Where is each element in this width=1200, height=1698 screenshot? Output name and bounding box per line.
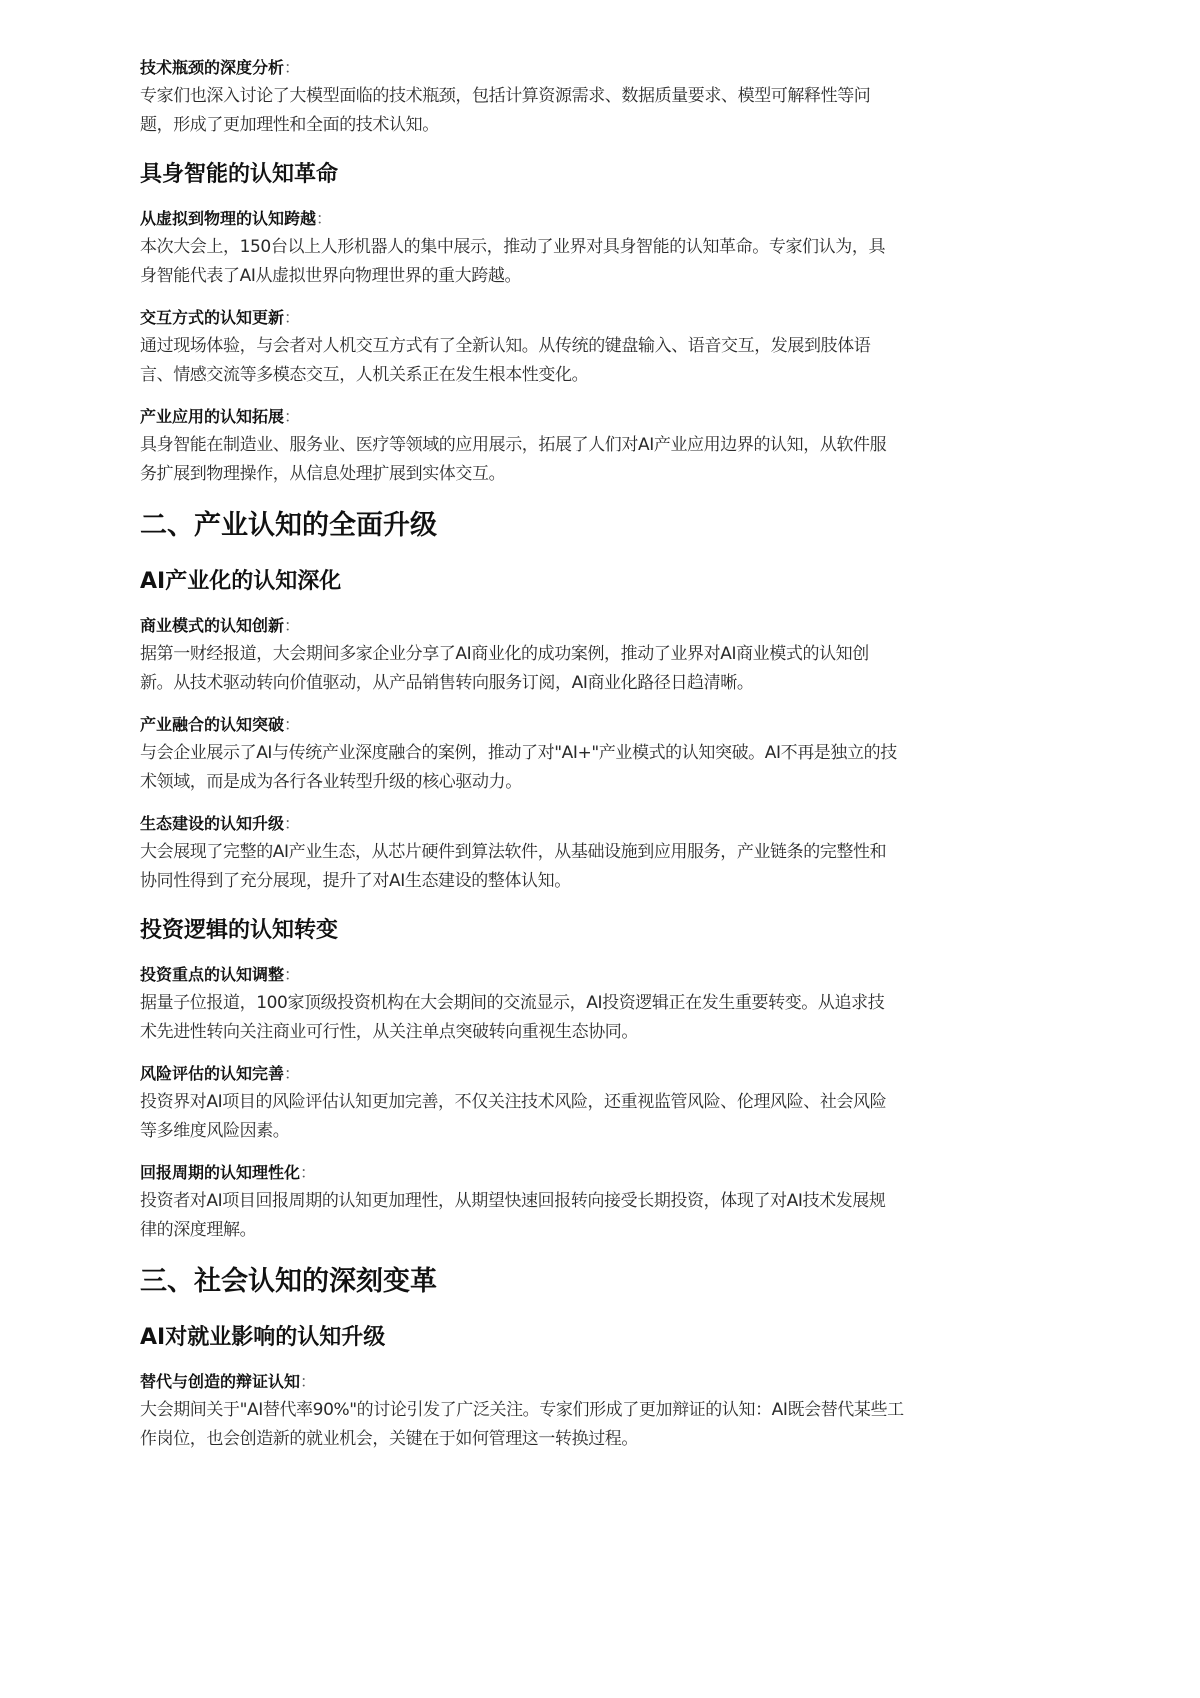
paragraph-line: 术领域，而是成为各行各业转型升级的核心驱动力。 (140, 771, 522, 792)
subsection-label (140, 810, 1000, 838)
paragraph-line: 术先进性转向关注商业可行性，从关注单点突破转向重视生态协同。 (140, 1021, 638, 1042)
paragraph-line: 协同性得到了充分展现，提升了对AI生态建设的整体认知。 (140, 870, 571, 891)
paragraph (140, 431, 1000, 488)
subsection-label (140, 961, 1000, 989)
paragraph-line: 新。从技术驱动转向价值驱动，从产品销售转向服务订阅，AI商业化路径日趋清晰。 (140, 672, 754, 693)
paragraph-line: 律的深度理解。 (140, 1219, 257, 1240)
label-text: 风险评估的认知完善 (140, 1064, 285, 1083)
paragraph-line: 大会期间关于"AI替代率90%"的讨论引发了广泛关注。专家们形成了更加辩证的认知：AI既会替代某些工 (140, 1400, 904, 1420)
subsection-label (140, 304, 1000, 332)
subsection-label (140, 205, 1000, 233)
paragraph-line: 言、情感交流等多模态交互，人机关系正在发生根本性变化。 (140, 364, 589, 385)
subsection-label (140, 1159, 1000, 1187)
paragraph-line: 据量子位报道，100家顶级投资机构在大会期间的交流显示，AI投资逻辑正在发生重要转变。从追求技 (140, 993, 885, 1013)
paragraph-line: 据第一财经报道，大会期间多家企业分享了AI商业化的成功案例，推动了业界对AI商业模式的认知创 (140, 644, 869, 664)
paragraph (140, 838, 1000, 895)
label-text: 产业融合的认知突破 (140, 715, 285, 734)
label-colon: ： (284, 814, 301, 833)
label-colon: ： (300, 1163, 317, 1182)
paragraph (140, 989, 1000, 1046)
label-colon: ： (284, 715, 301, 734)
section-heading: 三、社会认知的深刻变革 (140, 1266, 437, 1297)
section-heading: 二、产业认知的全面升级 (140, 510, 437, 541)
paragraph-line: 通过现场体验，与会者对人机交互方式有了全新认知。从传统的键盘输入、语音交互，发展到肢体语 (140, 336, 871, 356)
label-colon: ： (284, 308, 301, 327)
subsection-heading: AI产业化的认知深化 (140, 569, 342, 594)
label-text: 替代与创造的辩证认知 (140, 1372, 301, 1391)
subsection-label (140, 612, 1000, 640)
subsection-heading: 具身智能的认知革命 (140, 162, 339, 187)
label-colon: ： (284, 58, 301, 77)
paragraph-line: 投资界对AI项目的风险评估认知更加完善，不仅关注技术风险，还重视监管风险、伦理风险、社会风险 (140, 1092, 887, 1112)
paragraph (140, 1088, 1000, 1145)
label-text: 回报周期的认知理性化 (140, 1163, 301, 1182)
subsection-label (140, 1368, 1000, 1396)
paragraph-line: 具身智能在制造业、服务业、医疗等领域的应用展示，拓展了人们对AI产业应用边界的认知，从软件服 (140, 435, 887, 455)
paragraph-line: 专家们也深入讨论了大模型面临的技术瓶颈，包括计算资源需求、数据质量要求、模型可解释性等问 (140, 86, 871, 106)
label-colon: ： (300, 1372, 317, 1391)
paragraph (140, 739, 1000, 796)
label-text: 产业应用的认知拓展 (140, 407, 285, 426)
paragraph-line: 投资者对AI项目回报周期的认知更加理性，从期望快速回报转向接受长期投资，体现了对AI技术发展规 (140, 1191, 886, 1211)
paragraph-line: 题，形成了更加理性和全面的技术认知。 (140, 114, 439, 135)
paragraph-line: 本次大会上，150台以上人形机器人的集中展示，推动了业界对具身智能的认知革命。专家们认为，具 (140, 237, 886, 257)
subsection-label (140, 1060, 1000, 1088)
label-colon: ： (316, 209, 333, 228)
paragraph (140, 82, 1000, 139)
label-text: 交互方式的认知更新 (140, 308, 285, 327)
label-colon: ： (284, 965, 301, 984)
paragraph (140, 332, 1000, 389)
paragraph-line: 与会企业展示了AI与传统产业深度融合的案例，推动了对"AI+"产业模式的认知突破。AI不再是独立的技 (140, 743, 897, 763)
paragraph (140, 1396, 1000, 1453)
label-colon: ： (284, 1064, 301, 1083)
paragraph (140, 233, 1000, 290)
label-text: 投资重点的认知调整 (140, 965, 285, 984)
subsection-label (140, 54, 1000, 82)
label-colon: ： (284, 616, 301, 635)
label-text: 从虚拟到物理的认知跨越 (140, 209, 317, 228)
document-page (140, 54, 1000, 1453)
subsection-heading: 投资逻辑的认知转变 (140, 918, 339, 943)
paragraph-line: 务扩展到物理操作，从信息处理扩展到实体交互。 (140, 463, 506, 484)
subsection-heading: AI对就业影响的认知升级 (140, 1325, 386, 1350)
label-text: 技术瓶颈的深度分析 (140, 58, 285, 77)
label-colon: ： (284, 407, 301, 426)
subsection-label (140, 711, 1000, 739)
paragraph-line: 大会展现了完整的AI产业生态，从芯片硬件到算法软件，从基础设施到应用服务，产业链条的完整性和 (140, 842, 887, 862)
paragraph (140, 640, 1000, 697)
paragraph-line: 作岗位，也会创造新的就业机会，关键在于如何管理这一转换过程。 (140, 1428, 638, 1449)
label-text: 商业模式的认知创新 (140, 616, 285, 635)
paragraph-line: 等多维度风险因素。 (140, 1120, 290, 1141)
paragraph-line: 身智能代表了AI从虚拟世界向物理世界的重大跨越。 (140, 265, 522, 286)
paragraph (140, 1187, 1000, 1244)
subsection-label (140, 403, 1000, 431)
label-text: 生态建设的认知升级 (140, 814, 285, 833)
